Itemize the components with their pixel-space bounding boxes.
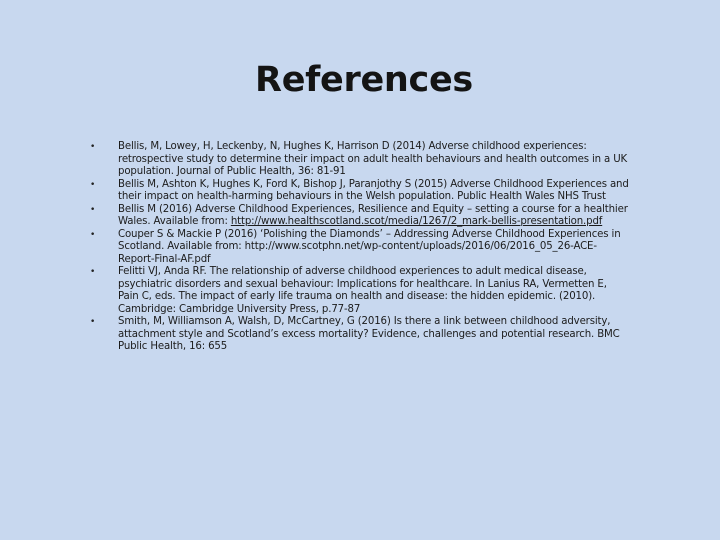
- reference-text: Couper S & Mackie P (2016) ‘Polishing the Diamonds’ – Addressing Adverse Childhood Experiences in Scotland. Available from: http://www.scotphn.net/wp-content/uploads/2016/06/2016_05_26-ACE-Report-Final-AF.pdf: [118, 228, 621, 265]
- reference-text: Felitti VJ, Anda RF. The relationship of adverse childhood experiences to adult medical disease, psychiatric disorders and sexual behaviour: Implications for healthcare. In Lanius RA, Vermetten E, Pain C, eds. The impact of early life trauma on health and disease: the hidden epidemic. (2010). Cambridge: Cambridge University Press, p.77-87: [118, 266, 607, 315]
- references-list: [90, 141, 630, 354]
- reference-item: [90, 266, 630, 316]
- bullet-icon: •: [90, 267, 96, 277]
- reference-link[interactable]: http://www.healthscotland.scot/media/1267/2_mark-bellis-presentation.pdf: [230, 216, 603, 227]
- bullet-icon: •: [90, 229, 96, 240]
- reference-item: [90, 141, 630, 179]
- reference-text: Bellis M (2016) Adverse Childhood Experiences, Resilience and Equity – setting a course for a healthier Wales. Available from:: [118, 203, 628, 227]
- reference-text: Smith, M, Williamson A, Walsh, D, McCartney, G (2016) Is there a link between childhood adversity, attachment style and Scotland’s excess mortality? Evidence, challenges and potential research. BMC Public Health, 16: 655: [118, 316, 620, 352]
- reference-item: [90, 204, 630, 229]
- bullet-icon: •: [90, 204, 96, 215]
- slide-title: References: [255, 60, 473, 100]
- bullet-icon: •: [90, 142, 96, 152]
- reference-item: [90, 316, 630, 354]
- reference-item: [90, 229, 630, 267]
- reference-text: Bellis M, Ashton K, Hughes K, Ford K, Bishop J, Paranjothy S (2015) Adverse Childhood Experiences and their impact on health-harming behaviours in the Welsh population. Public Health Wales NHS Trust: [118, 178, 629, 202]
- bullet-icon: •: [90, 179, 96, 190]
- reference-text: Bellis, M, Lowey, H, Leckenby, N, Hughes K, Harrison D (2014) Adverse childhood experiences: retrospective study to determine their impact on adult health behaviours and health outcomes in a UK population. Journal of Public Health, 36: 81-91: [118, 141, 628, 177]
- reference-item: [90, 179, 630, 204]
- bullet-icon: •: [90, 317, 96, 327]
